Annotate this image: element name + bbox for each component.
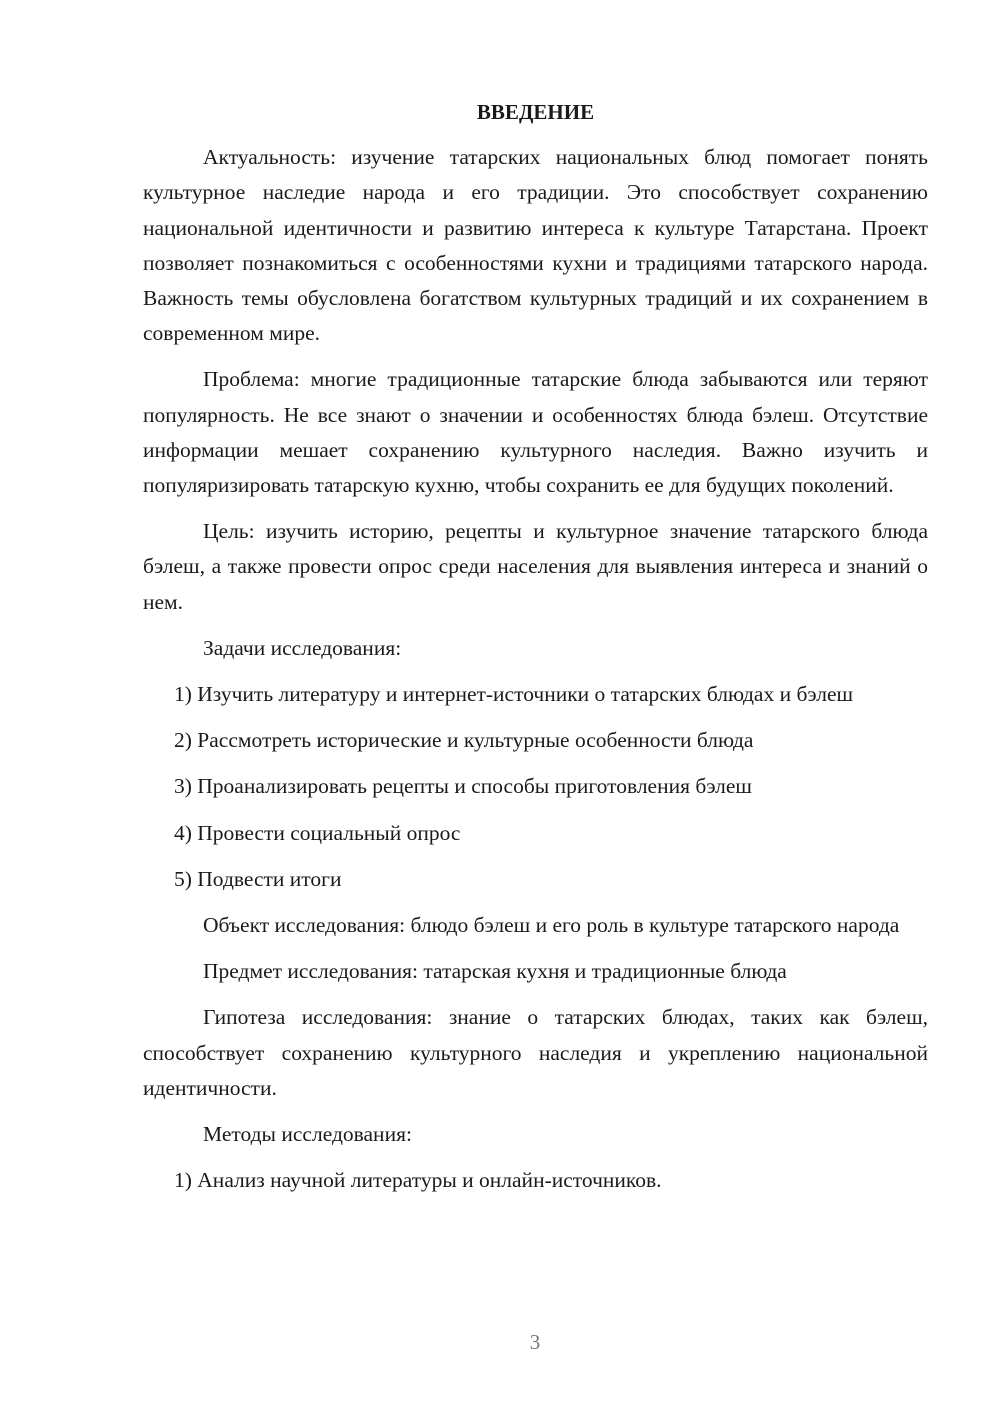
page-number: 3	[529, 1330, 541, 1354]
task-item: 1) Изучить литературу и интернет-источники о татарских блюдах и бэлеш	[174, 682, 854, 707]
method-item: 1) Анализ научной литературы и онлайн-источников.	[174, 1168, 662, 1193]
hypothesis-paragraph: Гипотеза исследования: знание о татарских блюдах, таких как бэлеш, способствует сохранению культурного наследия и укреплению национальной идентичности.	[143, 1005, 928, 1100]
goal-paragraph: Цель: изучить историю, рецепты и культурное значение татарского блюда бэлеш, а также провести опрос среди населения для выявления интереса и знаний о нем.	[143, 519, 928, 614]
page-title: ВВЕДЕНИЕ	[476, 100, 595, 124]
task-item: 4) Провести социальный опрос	[174, 820, 461, 845]
methods-heading: Методы исследования:	[203, 1122, 412, 1147]
task-item: 2) Рассмотреть исторические и культурные особенности блюда	[174, 728, 754, 753]
task-item: 3) Проанализировать рецепты и способы приготовления бэлеш	[174, 774, 752, 799]
relevance-paragraph: Актуальность: изучение татарских национальных блюд помогает понять культурное наследие народа и его традиции. Это способствует сохранению национальной идентичности и развитию интереса к культуре Татарстана. Проект позволяет познакомиться с особенностями кухни и традициями татарского народа. Важность темы обусловлена богатством культурных традиций и их сохранением в современном мире.	[143, 145, 928, 346]
object-paragraph: Объект исследования: блюдо бэлеш и его роль в культуре татарского народа	[203, 913, 900, 938]
problem-paragraph: Проблема: многие традиционные татарские блюда забываются или теряют популярность. Не все знают о значении и особенностях блюда бэлеш. Отсутствие информации мешает сохранению культурного наследия. Важно изучить и популяризировать татарскую кухню, чтобы сохранить ее для будущих поколений.	[143, 367, 928, 498]
tasks-heading: Задачи исследования:	[203, 635, 402, 660]
subject-paragraph: Предмет исследования: татарская кухня и традиционные блюда	[203, 959, 787, 984]
task-item: 5) Подвести итоги	[174, 866, 342, 891]
document-page	[143, 95, 928, 1209]
